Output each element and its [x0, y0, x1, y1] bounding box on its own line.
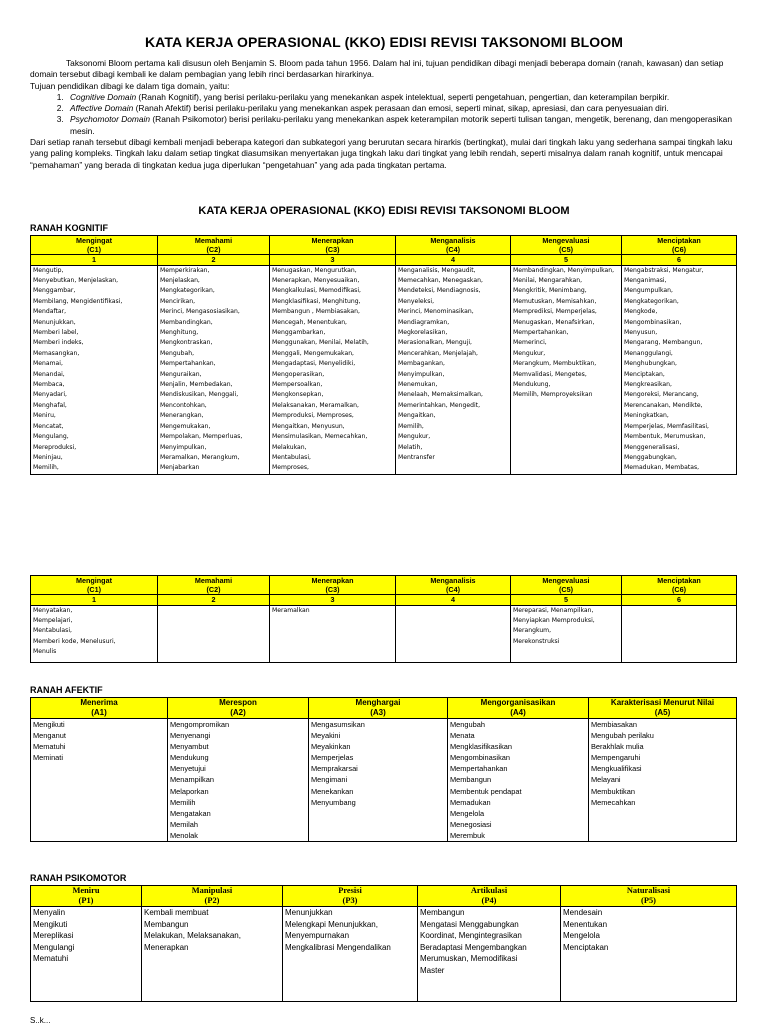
verb-item: Meramalkan, Merangkum, [160, 453, 240, 461]
number-row [31, 255, 737, 266]
header-mengingat: Mengingat (C1) [31, 576, 158, 595]
verb-item: Meningkatkan, [624, 412, 669, 420]
verb-item: Menemukan, [398, 381, 438, 389]
verb-item: Mendesain [563, 908, 603, 917]
verb-item: Mencirikan, [160, 297, 196, 305]
verb-item: Mengatasi Menggabungkan [420, 919, 519, 929]
verb-item: Mengkalkulasi, Memodifikasi, [272, 287, 361, 295]
verb-item: Membaca, [33, 381, 65, 389]
verb-item: Membangun [450, 775, 492, 785]
header-menganalisis: Menganalisis (C4) [396, 576, 511, 595]
verb-item: Membangun , Membiasakan, [272, 308, 360, 316]
verb-item: Mengkreasikan, [624, 381, 672, 389]
verb-item: Merumuskan, Memodifikasi [420, 954, 518, 963]
domain-term: Psychomotor Domain [70, 114, 151, 125]
verb-item: Melakukan, Melaksanakan, [144, 931, 241, 940]
intro-paragraph-3: Dari setiap ranah tersebut dibagi kembali menjadi beberapa kategori dan subkategori yang berurutan secara hirarkis (bertingkat), mulai dari tingkah laku yang sederhana sampai tingkah laku yang paling kompleks. Tingkah laku dalam setiap tingkat diasumsikan menyertakan juga tingkah laku dari tingkat yang lebih rendah, seperti misalnya dalam ranah kognitif, untuk mencapai “pemahaman” yang berada di tingkatan kedua juga diperlukan “pengetahuan” yang ada pada tingkatan pertama. [30, 137, 733, 170]
verb-item: Memberi indeks, [33, 339, 84, 347]
verb-item: Menggali, Mengemukakan, [272, 349, 354, 357]
kognitif-label: RANAH KOGNITIF [30, 223, 108, 233]
verb-item: Mendeteksi, Mendiagnosis, [398, 287, 481, 295]
verb-item: Memilih, [398, 422, 424, 430]
level-number: 5 [511, 595, 622, 606]
header-mengingat: Mengingat (C1) [31, 236, 158, 255]
header-meniru: Meniru (P1) [31, 886, 142, 907]
verb-item: Mengkategorikan, [624, 297, 679, 305]
verb-item: Menyadari, [33, 391, 67, 399]
verb-cell [31, 605, 158, 662]
verb-item: Memutuskan, Memisahkan, [513, 297, 597, 305]
header-menerapkan: Menerapkan (C3) [270, 236, 396, 255]
verb-item: Memilih [170, 797, 196, 807]
verb-item: Memerintahkan, Mengedit, [398, 401, 481, 409]
verb-item: Memilih, [33, 464, 59, 472]
verb-item: Memperkirakan, [160, 266, 210, 274]
level-number: 6 [622, 595, 737, 606]
header-memahami: Memahami (C2) [158, 576, 270, 595]
verb-item: Mengoperasikan, [272, 370, 325, 378]
domain-description: (Ranah Afektif) berisi perilaku-perilaku yang menekankan aspek perasaan dan emosi, seperti minat, sikap, apresiasi, dan cara penyesuaian diri. [133, 103, 669, 114]
verb-item: Memilih, Memproyeksikan [513, 391, 593, 399]
verb-cell [511, 605, 622, 662]
verb-item: Menjalin, Membedakan, [160, 381, 233, 389]
intro-paragraph-1: Taksonomi Bloom pertama kali disusun oleh Benjamin S. Bloom pada tahun 1956. Dalam hal ini, tujuan pendidikan dibagi menjadi beberapa domain (ranah, kawasan) dan setiap domain tersebut dibagi kembali ke dalam pembagian yang lebih rinci berdasarkan hirarkinya. [30, 58, 724, 80]
verb-item: Mendiagramkan, [398, 318, 450, 326]
verb-item: Mengklasifikasikan [450, 742, 513, 752]
verb-cell [309, 719, 448, 842]
verb-item: Menyimpulkan, [160, 443, 207, 451]
verb-item: Menggunakan, Menilai, Melatih, [272, 339, 369, 347]
header-mengevaluasi: Mengevaluasi (C5) [511, 576, 622, 595]
verb-item: Menyiapkan Memproduksi, [513, 617, 595, 624]
verb-item: Memproduksi, Memproses, [272, 412, 354, 420]
header-menerapkan: Menerapkan (C3) [270, 576, 396, 595]
header-naturalisasi: Naturalisasi (P5) [561, 886, 737, 907]
verb-item: Memperjelas, Memfasilitasi, [624, 422, 709, 430]
verb-cell [589, 719, 737, 842]
header-row [31, 698, 737, 719]
verb-cell [622, 265, 737, 474]
verb-item: Mempertahankan, [160, 360, 216, 368]
verb-item: Merinci, Mengasosiasikan, [160, 308, 240, 316]
header-row [31, 576, 737, 595]
verb-item: Mengemukakan, [160, 422, 211, 430]
verb-item: Mentabulasi, [272, 453, 311, 461]
verb-item: Memadukan, Membatas, [624, 464, 700, 472]
verb-item: Menamai, [33, 360, 63, 368]
verb-item: Megkorelasikan, [398, 329, 448, 337]
verb-item: Mempertahankan [450, 764, 508, 774]
level-number: 1 [31, 595, 158, 606]
verb-item: Mengubah perilaku [591, 731, 654, 741]
verb-item: Meniru, [33, 412, 56, 420]
header-row [31, 236, 737, 255]
verb-cell [31, 719, 168, 842]
verb-item: Mengubah, [160, 349, 195, 357]
verb-item: Beradaptasi Mengembangkan [420, 942, 527, 952]
domain-list-item [66, 114, 736, 137]
verb-item: Menghafal, [33, 401, 67, 409]
verb-cell [561, 907, 737, 1002]
verb-item: Membagankan, [398, 360, 445, 368]
verb-item: Menanggulangi, [624, 349, 673, 357]
verb-item: Membandingkan, [160, 318, 213, 326]
verb-cell [270, 265, 396, 474]
verb-item: Memperjelas [311, 753, 354, 763]
verb-item: Mengukur, [398, 433, 431, 441]
verb-item: Menguraikan, [160, 370, 202, 378]
level-number: 2 [158, 595, 270, 606]
header-memahami: Memahami (C2) [158, 236, 270, 255]
verb-cell [158, 605, 270, 662]
verb-item: Mempertahankan, [513, 329, 569, 337]
verb-item: Menghitung, [160, 329, 199, 337]
verb-item: Mengelola [450, 808, 485, 818]
verb-item: Mengumpulkan, [624, 287, 673, 295]
verb-item: Menyimpulkan, [398, 370, 445, 378]
header-menganalisis: Menganalisis (C4) [396, 236, 511, 255]
verb-item: Membuktikan [591, 786, 635, 796]
domain-description: (Ranah Kognitif), yang berisi perilaku-perilaku yang menekankan aspek intelektual, seperti pengetahuan, pengertian, dan keterampilan berpikir. [136, 91, 670, 102]
verb-item: Menyatakan, [33, 606, 73, 614]
header-merespon: Merespon (A2) [168, 698, 309, 719]
verb-item: Memasangkan, [33, 349, 80, 357]
verb-item: Mengkategorikan, [160, 287, 215, 295]
level-number: 3 [270, 255, 396, 266]
verb-item: Mengkontraskan, [160, 339, 213, 347]
verb-item: Melayani [591, 775, 621, 785]
verb-item: Menata [450, 731, 475, 741]
verb-item: Mempolakan, Memperluas, [160, 433, 243, 441]
verb-item: Menggabungkan, [624, 453, 677, 461]
verb-item: Melakukan, [272, 443, 307, 451]
kognitif-table [30, 235, 737, 475]
verb-item: Mengadaptasi, Menyelidiki, [272, 360, 356, 368]
verb-item: Mengimani [311, 775, 348, 785]
verb-item: Meyakini [311, 731, 341, 741]
verb-item: Menyetujui [170, 764, 206, 774]
verb-item: Menganalisis, Mengaudit, [398, 266, 476, 274]
header-artikulasi: Artikulasi (P4) [418, 886, 561, 907]
verb-item: Mematuhi [33, 742, 66, 752]
verb-cell [270, 605, 396, 662]
verb-item: Mentabulasi, [33, 627, 72, 635]
verb-item: Menyebutkan, Menjelaskan, [33, 277, 119, 284]
domain-description: (Ranah Psikomotor) berisi perilaku-perilaku yang menekankan aspek keterampilan motorik seperti tulisan tangan, mengetik, berenang, dan mengoperasikan mesin. [70, 114, 732, 136]
verb-item: Mengabstraksi, Mengatur, [624, 266, 704, 274]
verb-item: Menyambut [170, 742, 209, 752]
verb-item: Menulis [33, 648, 57, 656]
header-menciptakan: Menciptakan (C6) [622, 576, 737, 595]
verb-item: Menerangkan, [160, 412, 204, 420]
level-number: 3 [270, 595, 396, 606]
verb-item: Mengoreksi, Merancang, [624, 391, 699, 399]
psikomotor-label: RANAH PSIKOMOTOR [30, 873, 127, 883]
verb-item: Melaksanakan, Meramalkan, [272, 401, 359, 409]
verb-item: Merinci, Menominasikan, [398, 308, 474, 316]
verb-item: Melaporkan [170, 786, 209, 796]
verb-item: Menganimasi, [624, 277, 667, 284]
verb-item: Mengaitkan, Menyusun, [272, 422, 345, 430]
verb-item: Mengasumsikan [311, 720, 365, 729]
verb-item: Mengutip, [33, 266, 64, 274]
domain-list-item [66, 92, 736, 103]
verb-cell [396, 605, 511, 662]
verb-cell [622, 605, 737, 662]
verb-item: Menciptakan, [624, 370, 665, 378]
verb-item: Mengkode, [624, 308, 658, 316]
verb-item: Menjabarkan [160, 464, 200, 472]
afektif-label: RANAH AFEKTIF [30, 685, 103, 695]
verb-item: Menampilkan [170, 775, 214, 785]
verb-item: Mereparasi, Menampilkan, [513, 606, 594, 614]
verb-item: Mereproduksi, [33, 443, 77, 451]
verb-item: Mengatakan [170, 808, 211, 818]
verb-cell [158, 265, 270, 474]
footer-fragment: S..k... [30, 1016, 51, 1025]
verb-item: Membentuk, Merumuskan, [624, 433, 706, 441]
verb-item: Meramalkan [272, 606, 310, 614]
verb-item: Koordinat, Mengintegrasikan [420, 931, 522, 940]
verb-item: Mengulangi [33, 942, 75, 952]
verb-item: Mencerahkan, Menjelajah, [398, 349, 478, 357]
verb-item: Meminati [33, 753, 63, 763]
verb-row [31, 265, 737, 474]
verb-item: Menegosiasi [450, 819, 492, 829]
verb-cell [396, 265, 511, 474]
verb-item: Menyumbang [311, 797, 356, 807]
verb-item: Merembuk [450, 830, 485, 840]
psikomotor-table [30, 885, 737, 1002]
verb-item: Mentransfer [398, 453, 435, 461]
verb-item: Mengkonsepkan, [272, 391, 324, 399]
verb-item: Memvalidasi, Mengetes, [513, 370, 587, 378]
verb-item: Mendukung [170, 753, 209, 763]
verb-item: Mendukung, [513, 381, 551, 389]
verb-item: Menerapkan, Menyesuaikan, [272, 277, 360, 284]
afektif-table [30, 697, 737, 842]
verb-item: Menghubungkan, [624, 360, 677, 368]
verb-item: Memproses, [272, 464, 309, 472]
verb-item: Memerinci, [513, 339, 547, 347]
verb-item: Mengaitkan, [398, 412, 436, 420]
verb-row [31, 605, 737, 662]
verb-item: Mengikuti [33, 720, 65, 729]
header-manipulasi: Manipulasi (P2) [142, 886, 283, 907]
verb-cell [448, 719, 589, 842]
verb-item: Menggeneralisasi, [624, 443, 680, 451]
verb-row [31, 719, 737, 842]
verb-item: Menandai, [33, 370, 65, 378]
verb-item: Menyempurnakan [285, 931, 350, 940]
verb-item: Melatih, [398, 443, 423, 451]
verb-cell [168, 719, 309, 842]
header-mengorganisasikan: Mengorganisasikan (A4) [448, 698, 589, 719]
verb-item: Mengombinasikan, [624, 318, 682, 326]
verb-cell [31, 907, 142, 1002]
verb-item: Merasionalkan, Menguji, [398, 339, 472, 347]
verb-item: Menciptakan [563, 942, 609, 952]
verb-item: Mensimulasikan, Memecahkan, [272, 433, 368, 441]
verb-item: Mencegah, Menentukan, [272, 318, 347, 326]
number-row [31, 595, 737, 606]
verb-item: Mengkalibrasi Mengendalikan [285, 942, 391, 952]
verb-item: Menentukan [563, 919, 608, 929]
verb-item: Membangun [144, 919, 189, 929]
verb-item: Merencanakan, Mendikte, [624, 401, 703, 409]
verb-item: Meninjau, [33, 453, 63, 461]
verb-item: Menelaah, Memaksimalkan, [398, 391, 483, 399]
header-karakterisasi: Karakterisasi Menurut Nilai (A5) [589, 698, 737, 719]
verb-item: Mengarang, Membangun, [624, 339, 703, 347]
verb-item: Mengelola [563, 931, 600, 940]
verb-item: Menganut [33, 731, 66, 741]
verb-item: Merangkum, [513, 627, 552, 635]
verb-item: Mengompromikan [170, 720, 230, 729]
verb-cell [283, 907, 418, 1002]
domain-term: Cognitive Domain [70, 91, 137, 102]
verb-item: Merangkum, Membuktikan, [513, 360, 597, 368]
verb-item: Mematuhi [33, 954, 69, 963]
verb-item: Memecahkan [591, 797, 636, 807]
verb-cell [418, 907, 561, 1002]
verb-item: Berakhlak mulia [591, 742, 644, 752]
header-presisi: Presisi (P3) [283, 886, 418, 907]
verb-item: Mempelajari, [33, 617, 73, 624]
verb-item: Memilah [170, 819, 198, 829]
verb-cell [31, 265, 158, 474]
level-number: 1 [31, 255, 158, 266]
header-mengevaluasi: Mengevaluasi (C5) [511, 236, 622, 255]
domain-list [30, 92, 736, 137]
verb-item: Mengikuti [33, 919, 68, 929]
verb-item: Kembali membuat [144, 908, 209, 917]
intro-paragraph-2: Tujuan pendidikan dibagi ke dalam tiga domain, yaitu: [30, 80, 230, 91]
verb-item: Mereplikasi [33, 931, 74, 940]
verb-item: Memprakarsai [311, 764, 358, 774]
verb-item: Mengkualifikasi [591, 764, 642, 774]
verb-item: Menilai, Mengarahkan, [513, 277, 583, 284]
section-title: KATA KERJA OPERASIONAL (KKO) EDISI REVISI TAKSONOMI BLOOM [198, 205, 570, 217]
verb-item: Mempengaruhi [591, 753, 641, 763]
verb-item: Mengkritik, Menimbang, [513, 287, 587, 295]
verb-item: Menyeleksi, [398, 297, 435, 305]
verb-item: Memprediksi, Memperjelas, [513, 308, 597, 316]
verb-item: Meyakinkan [311, 742, 351, 752]
level-number: 4 [396, 255, 511, 266]
verb-item: Menunjukkan [285, 908, 333, 917]
header-row [31, 886, 737, 907]
level-number: 2 [158, 255, 270, 266]
verb-item: Menerapkan [144, 942, 189, 952]
verb-item: Memberi kode, Menelusuri, [33, 637, 116, 645]
verb-item: Menugaskan, Mengurutkan, [272, 266, 357, 274]
verb-item: Memecahkan, Menegaskan, [398, 277, 483, 284]
verb-item: Memberi label, [33, 329, 79, 337]
verb-item: Menyenangi [170, 731, 211, 741]
verb-row [31, 907, 737, 1002]
verb-item: Mencatat, [33, 422, 64, 430]
domain-list-item [66, 103, 736, 114]
verb-item: Membilang, Mengidentifikasi, [33, 297, 123, 305]
verb-cell [511, 265, 622, 474]
page-title: KATA KERJA OPERASIONAL (KKO) EDISI REVISI TAKSONOMI BLOOM [144, 34, 624, 50]
verb-item: Melengkapi Menunjukkan, [285, 919, 378, 929]
verb-item: Mendaftar, [33, 308, 67, 316]
verb-item: Menjelaskan, [160, 277, 200, 284]
verb-item: Menekankan [311, 786, 354, 796]
verb-item: Membangun [420, 908, 465, 917]
verb-item: Mempersoalkan, [272, 381, 323, 389]
verb-item: Mengubah [450, 720, 485, 729]
level-number: 6 [622, 255, 737, 266]
verb-item: Menolak [170, 830, 198, 840]
header-menghargai: Menghargai (A3) [309, 698, 448, 719]
verb-item: Mencontohkan, [160, 401, 207, 409]
level-number: 4 [396, 595, 511, 606]
verb-item: Menunjukkan, [33, 318, 76, 326]
verb-item: Merekonstruksi [513, 637, 560, 645]
verb-item: Mengklasifikasi, Menghitung, [272, 297, 361, 305]
verb-cell [142, 907, 283, 1002]
kognitif-table-continued [30, 575, 737, 663]
verb-item: Menyusun, [624, 329, 658, 337]
verb-item: Membentuk pendapat [450, 786, 522, 796]
verb-item: Mengombinasikan [450, 753, 510, 763]
verb-item: Menggambarkan, [272, 329, 326, 337]
domain-term: Affective Domain [70, 103, 134, 114]
verb-item: Membiasakan [591, 720, 638, 729]
level-number: 5 [511, 255, 622, 266]
intro-section [30, 58, 736, 171]
header-menerima: Menerima (A1) [31, 698, 168, 719]
verb-item: Mendiskusikan, Menggali, [160, 391, 239, 399]
header-menciptakan: Menciptakan (C6) [622, 236, 737, 255]
verb-item: Membandingkan, Menyimpulkan, [513, 266, 615, 274]
verb-item: Master [420, 965, 445, 975]
verb-item: Menugaskan, Menafsirkan, [513, 318, 595, 326]
verb-item: Mengulang, [33, 433, 69, 441]
verb-item: Menggambar, [33, 287, 76, 295]
verb-item: Mengukur, [513, 349, 546, 357]
verb-item: Menyalin [33, 908, 66, 917]
verb-item: Memadukan [450, 797, 491, 807]
